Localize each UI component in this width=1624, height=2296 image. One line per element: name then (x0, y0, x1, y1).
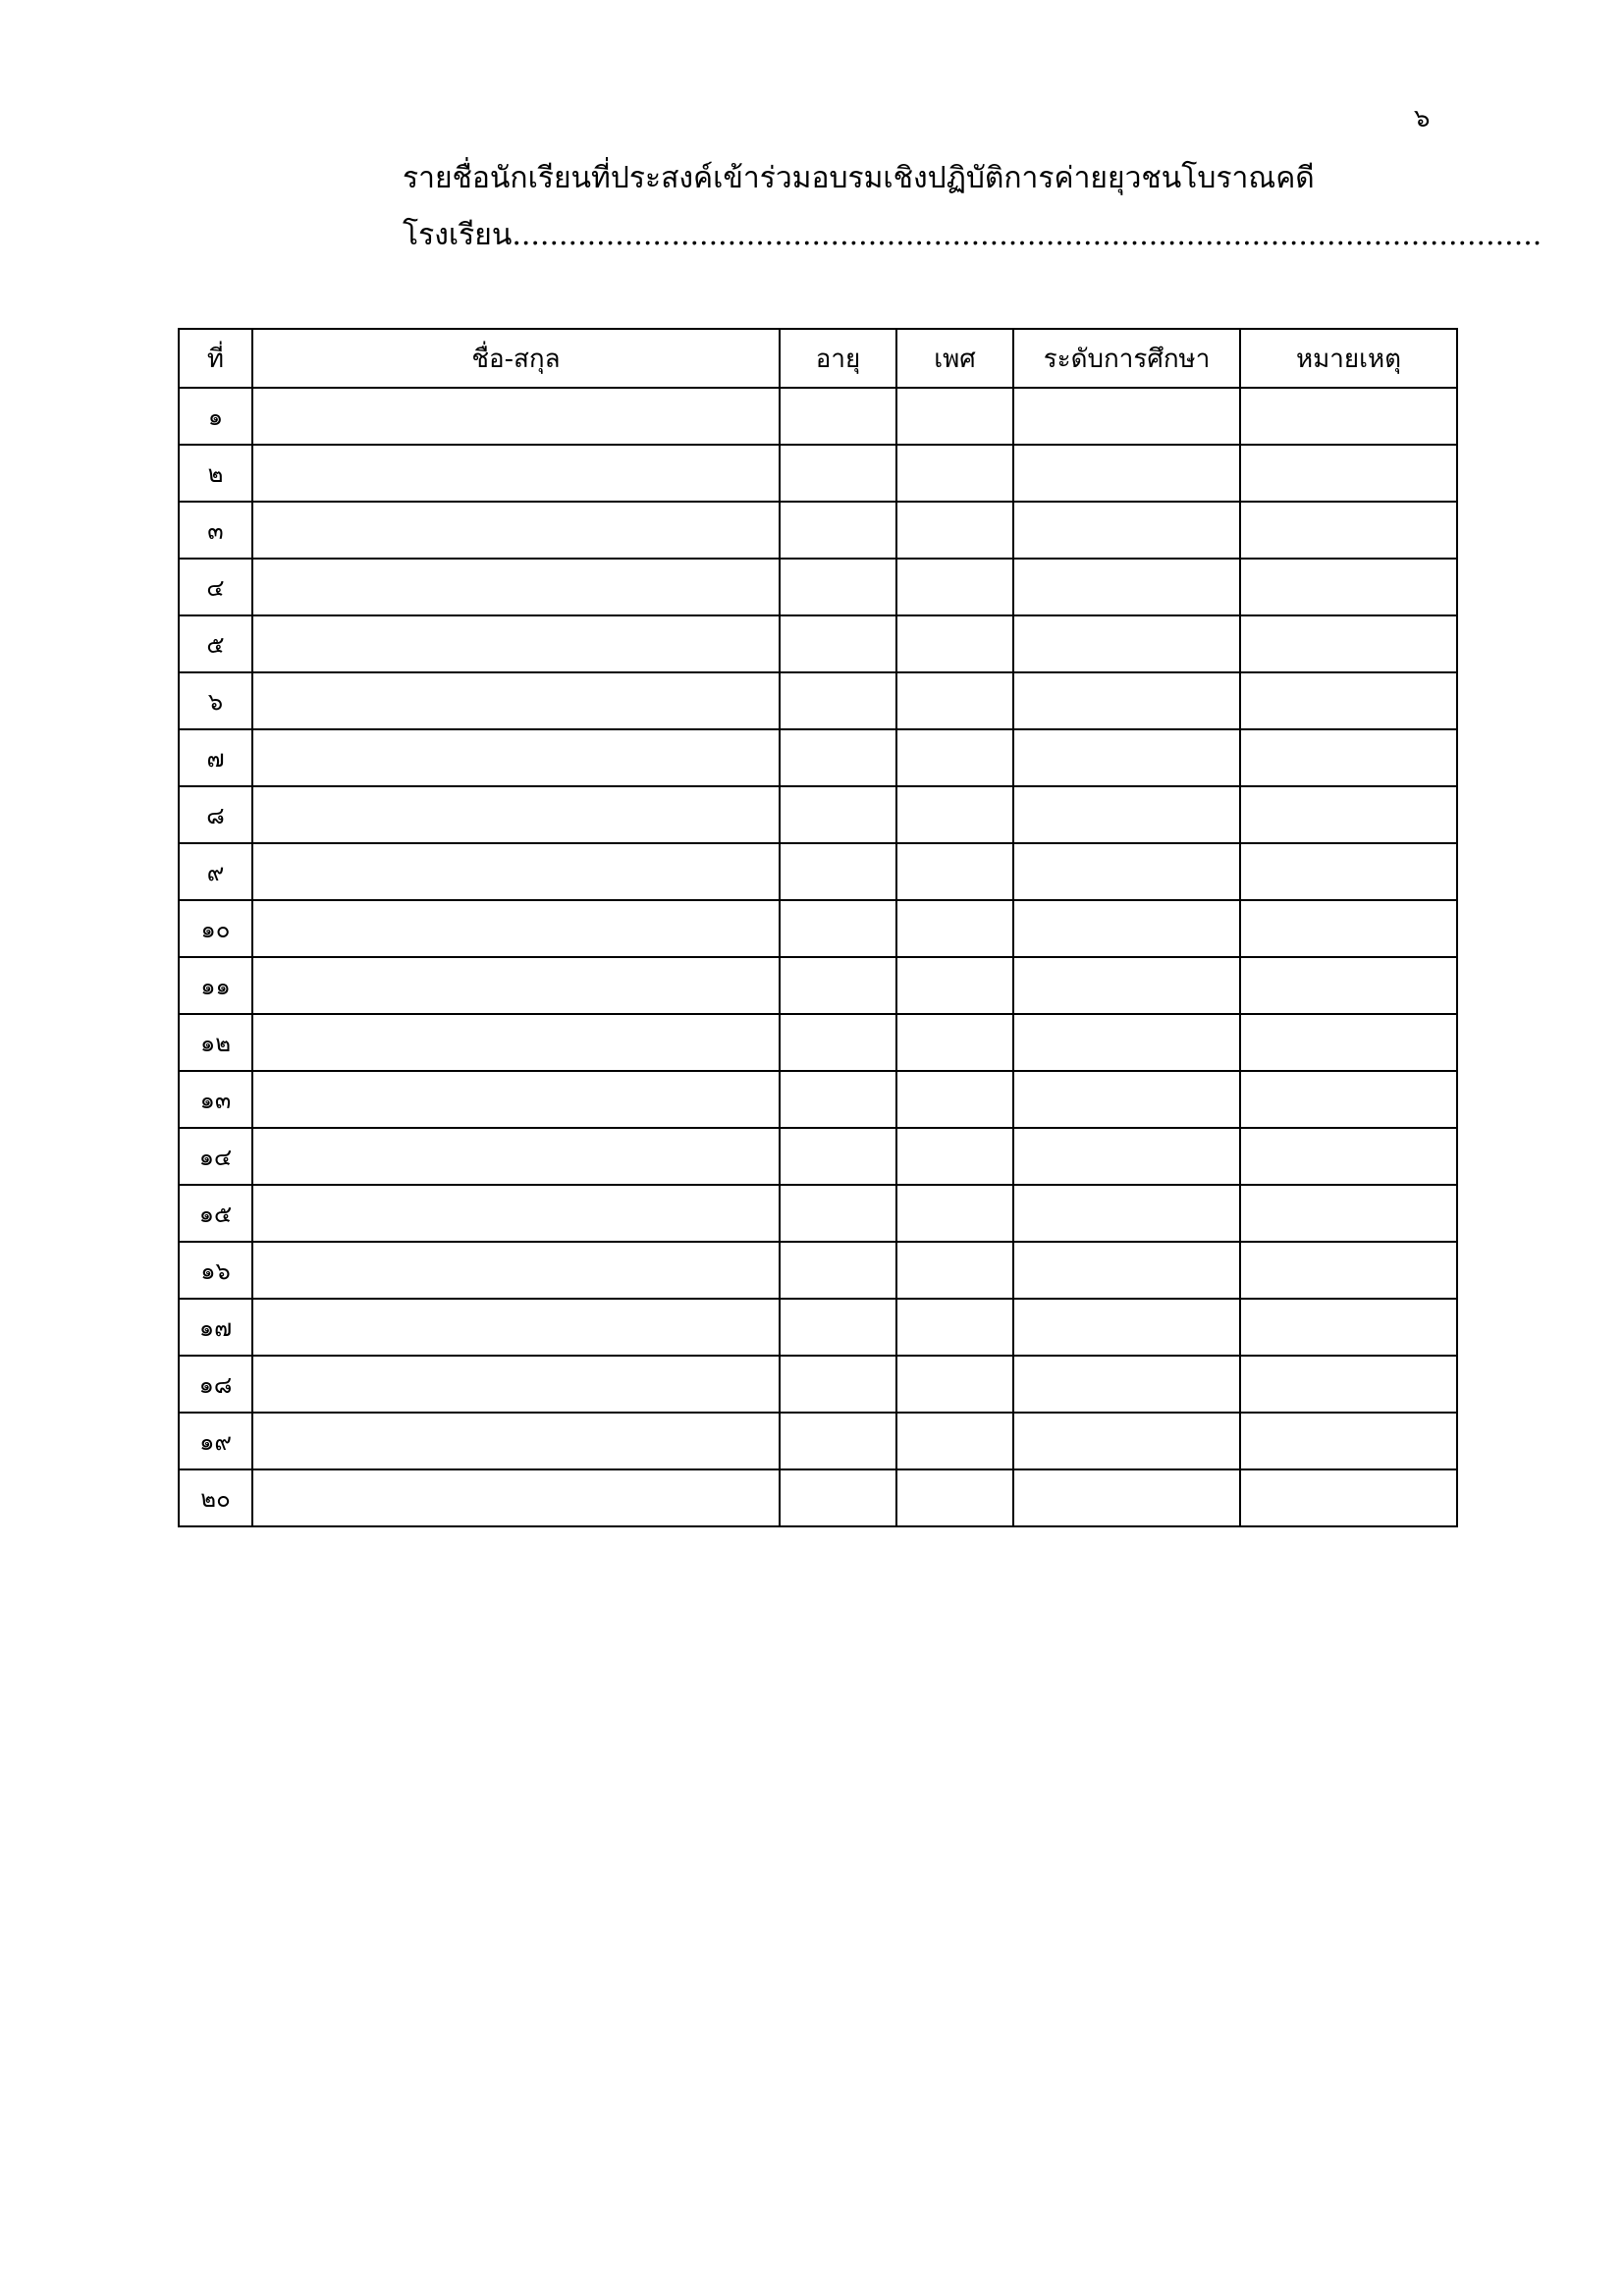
table-row (179, 615, 1457, 672)
education-level-cell[interactable] (1013, 843, 1240, 900)
table-row (179, 957, 1457, 1014)
remarks-cell[interactable] (1240, 559, 1457, 615)
table-row (179, 1014, 1457, 1071)
remarks-cell[interactable] (1240, 1413, 1457, 1469)
table-row (179, 900, 1457, 957)
row-number-cell: ๑๗ (179, 1299, 252, 1356)
age-cell[interactable] (780, 957, 896, 1014)
name-cell[interactable] (252, 1071, 780, 1128)
table-header-row (179, 329, 1457, 388)
remarks-cell[interactable] (1240, 445, 1457, 502)
remarks-cell[interactable] (1240, 1242, 1457, 1299)
education-level-cell[interactable] (1013, 559, 1240, 615)
gender-cell[interactable] (896, 388, 1013, 445)
name-cell[interactable] (252, 502, 780, 559)
education-level-cell[interactable] (1013, 1356, 1240, 1413)
row-number-cell: ๑๐ (179, 900, 252, 957)
remarks-cell[interactable] (1240, 502, 1457, 559)
row-number-cell: ๑๖ (179, 1242, 252, 1299)
remarks-cell[interactable] (1240, 388, 1457, 445)
gender-cell[interactable] (896, 1299, 1013, 1356)
gender-cell[interactable] (896, 615, 1013, 672)
age-cell[interactable] (780, 672, 896, 729)
age-cell[interactable] (780, 1185, 896, 1242)
age-cell[interactable] (780, 1071, 896, 1128)
gender-cell[interactable] (896, 957, 1013, 1014)
name-cell[interactable] (252, 1469, 780, 1526)
age-cell[interactable] (780, 1299, 896, 1356)
header-remarks: หมายเหตุ (1240, 329, 1457, 388)
name-cell[interactable] (252, 1299, 780, 1356)
gender-cell[interactable] (896, 502, 1013, 559)
table-row (179, 1242, 1457, 1299)
education-level-cell[interactable] (1013, 1299, 1240, 1356)
education-level-cell[interactable] (1013, 1128, 1240, 1185)
table-row (179, 1185, 1457, 1242)
name-cell[interactable] (252, 559, 780, 615)
remarks-cell[interactable] (1240, 1299, 1457, 1356)
page-number: ๖ (1414, 104, 1431, 133)
remarks-cell[interactable] (1240, 1071, 1457, 1128)
name-cell[interactable] (252, 1128, 780, 1185)
remarks-cell[interactable] (1240, 1014, 1457, 1071)
row-number-cell: ๒ (179, 445, 252, 502)
gender-cell[interactable] (896, 729, 1013, 786)
education-level-cell[interactable] (1013, 1071, 1240, 1128)
remarks-cell[interactable] (1240, 1128, 1457, 1185)
table-row (179, 1071, 1457, 1128)
gender-cell[interactable] (896, 445, 1013, 502)
row-number-cell: ๑๙ (179, 1413, 252, 1469)
table-row (179, 843, 1457, 900)
education-level-cell[interactable] (1013, 957, 1240, 1014)
table-row (179, 729, 1457, 786)
education-level-cell[interactable] (1013, 1014, 1240, 1071)
remarks-cell[interactable] (1240, 1469, 1457, 1526)
education-level-cell[interactable] (1013, 388, 1240, 445)
row-number-cell: ๑๘ (179, 1356, 252, 1413)
name-cell[interactable] (252, 957, 780, 1014)
age-cell[interactable] (780, 1356, 896, 1413)
row-number-cell: ๓ (179, 502, 252, 559)
age-cell[interactable] (780, 615, 896, 672)
education-level-cell[interactable] (1013, 445, 1240, 502)
student-roster-table (178, 328, 1458, 1527)
remarks-cell[interactable] (1240, 786, 1457, 843)
header-number: ที่ (179, 329, 252, 388)
gender-cell[interactable] (896, 559, 1013, 615)
age-cell[interactable] (780, 1128, 896, 1185)
header-education-level: ระดับการศึกษา (1013, 329, 1240, 388)
table-row (179, 445, 1457, 502)
age-cell[interactable] (780, 843, 896, 900)
gender-cell[interactable] (896, 1356, 1013, 1413)
header-gender: เพศ (896, 329, 1013, 388)
name-cell[interactable] (252, 1014, 780, 1071)
header-full-name: ชื่อ-สกุล (252, 329, 780, 388)
age-cell[interactable] (780, 1469, 896, 1526)
gender-cell[interactable] (896, 1071, 1013, 1128)
remarks-cell[interactable] (1240, 615, 1457, 672)
table-row (179, 502, 1457, 559)
name-cell[interactable] (252, 388, 780, 445)
row-number-cell: ๕ (179, 615, 252, 672)
education-level-cell[interactable] (1013, 729, 1240, 786)
header-age: อายุ (780, 329, 896, 388)
form-title: รายชื่อนักเรียนที่ประสงค์เข้าร่วมอบรมเชิงปฏิบัติการค่ายยุวชนโบราณคดี (403, 161, 1315, 195)
gender-cell[interactable] (896, 843, 1013, 900)
gender-cell[interactable] (896, 1185, 1013, 1242)
table-row (179, 1299, 1457, 1356)
gender-cell[interactable] (896, 900, 1013, 957)
gender-cell[interactable] (896, 672, 1013, 729)
remarks-cell[interactable] (1240, 900, 1457, 957)
row-number-cell: ๑๔ (179, 1128, 252, 1185)
education-level-cell[interactable] (1013, 672, 1240, 729)
education-level-cell[interactable] (1013, 502, 1240, 559)
remarks-cell[interactable] (1240, 957, 1457, 1014)
name-cell[interactable] (252, 843, 780, 900)
education-level-cell[interactable] (1013, 1469, 1240, 1526)
row-number-cell: ๗ (179, 729, 252, 786)
table-row (179, 672, 1457, 729)
name-cell[interactable] (252, 900, 780, 957)
name-cell[interactable] (252, 1356, 780, 1413)
roster-body (179, 388, 1457, 1526)
name-cell[interactable] (252, 615, 780, 672)
row-number-cell: ๖ (179, 672, 252, 729)
education-level-cell[interactable] (1013, 786, 1240, 843)
age-cell[interactable] (780, 502, 896, 559)
gender-cell[interactable] (896, 1128, 1013, 1185)
row-number-cell: ๔ (179, 559, 252, 615)
remarks-cell[interactable] (1240, 1185, 1457, 1242)
gender-cell[interactable] (896, 1413, 1013, 1469)
row-number-cell: ๑ (179, 388, 252, 445)
row-number-cell: ๑๕ (179, 1185, 252, 1242)
table-row (179, 1356, 1457, 1413)
remarks-cell[interactable] (1240, 672, 1457, 729)
age-cell[interactable] (780, 559, 896, 615)
table-row (179, 1469, 1457, 1526)
age-cell[interactable] (780, 1242, 896, 1299)
table-row (179, 559, 1457, 615)
table-row (179, 1128, 1457, 1185)
age-cell[interactable] (780, 729, 896, 786)
name-cell[interactable] (252, 1242, 780, 1299)
row-number-cell: ๙ (179, 843, 252, 900)
row-number-cell: ๑๑ (179, 957, 252, 1014)
school-name-field: โรงเรียน.............................................................................................................. (403, 218, 1543, 252)
age-cell[interactable] (780, 388, 896, 445)
row-number-cell: ๑๒ (179, 1014, 252, 1071)
age-cell[interactable] (780, 445, 896, 502)
gender-cell[interactable] (896, 786, 1013, 843)
remarks-cell[interactable] (1240, 843, 1457, 900)
education-level-cell[interactable] (1013, 900, 1240, 957)
age-cell[interactable] (780, 1014, 896, 1071)
remarks-cell[interactable] (1240, 729, 1457, 786)
table-row (179, 786, 1457, 843)
gender-cell[interactable] (896, 1014, 1013, 1071)
education-level-cell[interactable] (1013, 1413, 1240, 1469)
row-number-cell: ๘ (179, 786, 252, 843)
table-row (179, 1413, 1457, 1469)
education-level-cell[interactable] (1013, 615, 1240, 672)
remarks-cell[interactable] (1240, 1356, 1457, 1413)
age-cell[interactable] (780, 1413, 896, 1469)
row-number-cell: ๑๓ (179, 1071, 252, 1128)
name-cell[interactable] (252, 1185, 780, 1242)
education-level-cell[interactable] (1013, 1242, 1240, 1299)
row-number-cell: ๒๐ (179, 1469, 252, 1526)
age-cell[interactable] (780, 900, 896, 957)
name-cell[interactable] (252, 672, 780, 729)
education-level-cell[interactable] (1013, 1185, 1240, 1242)
name-cell[interactable] (252, 445, 780, 502)
gender-cell[interactable] (896, 1469, 1013, 1526)
name-cell[interactable] (252, 1413, 780, 1469)
age-cell[interactable] (780, 786, 896, 843)
name-cell[interactable] (252, 786, 780, 843)
gender-cell[interactable] (896, 1242, 1013, 1299)
table-row (179, 388, 1457, 445)
name-cell[interactable] (252, 729, 780, 786)
